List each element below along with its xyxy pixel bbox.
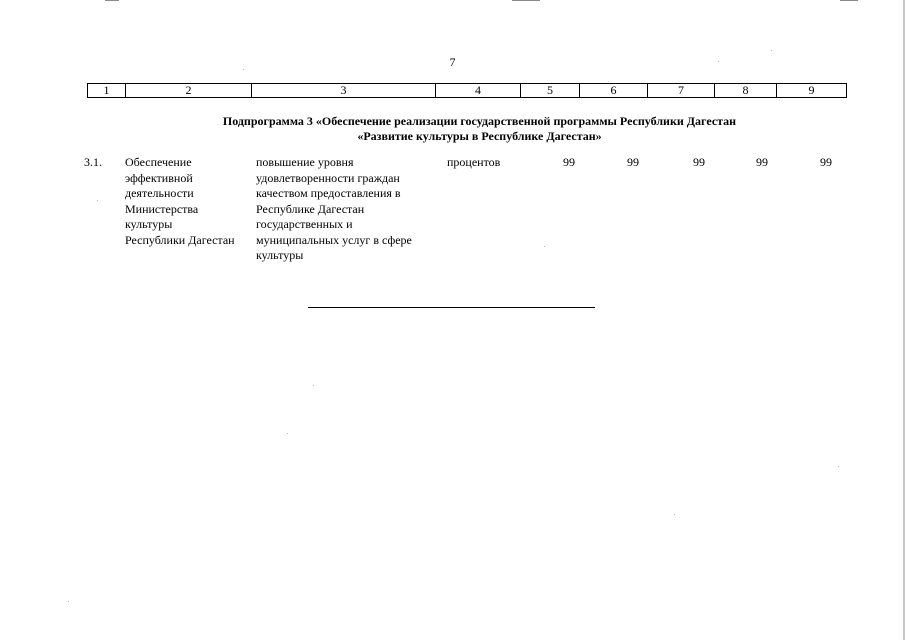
- indicator-line: муниципальных услуг в сфере: [256, 232, 412, 247]
- scan-speck: [771, 50, 772, 51]
- column-number-6: 6: [580, 84, 648, 98]
- scan-speck: [97, 200, 98, 201]
- scan-speck: [674, 514, 675, 515]
- column-number-2: 2: [126, 84, 252, 98]
- value-column-6: 99: [627, 155, 639, 169]
- indicator-name: [256, 155, 432, 264]
- column-number-9: 9: [777, 84, 847, 98]
- column-number-7: 7: [648, 84, 715, 98]
- scan-speck: [544, 246, 545, 247]
- scan-mark-top-left: [105, 0, 119, 1]
- measure-name-line: Обеспечение: [125, 155, 192, 169]
- indicator-line: культуры: [256, 248, 304, 262]
- scan-speck: [68, 601, 69, 602]
- scan-speck: [287, 433, 288, 434]
- closing-rule: [308, 307, 595, 308]
- measure-name-line: культуры: [125, 217, 173, 231]
- value-column-8: 99: [756, 155, 768, 169]
- indicator-line: повышение уровня: [256, 155, 354, 169]
- scan-speck: [838, 466, 839, 467]
- scan-speck: [313, 385, 314, 386]
- column-number-5: 5: [521, 84, 580, 98]
- measure-name-line: Министерства: [125, 201, 199, 216]
- measure-name-line: Республики Дагестан: [125, 232, 235, 247]
- column-number-4: 4: [436, 84, 521, 98]
- measure-name-line: эффективной: [125, 170, 193, 185]
- indicator-line: удовлетворенности граждан: [256, 170, 400, 185]
- indicator-line: качеством предоставления в: [256, 186, 401, 200]
- scan-mark-top-right: [840, 0, 858, 1]
- value-column-9: 99: [820, 155, 832, 169]
- value-column-5: 99: [563, 155, 575, 169]
- measure-name-line: деятельности: [125, 186, 194, 200]
- scan-mark-top-center: [512, 0, 540, 1]
- measure-name: [125, 155, 253, 248]
- indicator-line: Республике Дагестан: [256, 201, 365, 216]
- row-number: 3.1.: [84, 155, 102, 169]
- value-column-7: 99: [693, 155, 705, 169]
- subprogram-title-line-2: «Развитие культуры в Республике Дагестан»: [357, 129, 602, 143]
- column-number-header: [87, 83, 847, 98]
- column-number-1: 1: [88, 84, 126, 98]
- page-number: 7: [449, 55, 456, 69]
- column-number-3: 3: [252, 84, 436, 98]
- column-number-8: 8: [715, 84, 777, 98]
- subprogram-title-line-1: Подпрограмма 3 «Обеспечение реализации государственной программы Республики Дагестан: [222, 114, 737, 128]
- indicator-line: государственных и: [256, 217, 353, 231]
- subprogram-title: [87, 114, 872, 144]
- unit-of-measure: процентов: [447, 155, 501, 169]
